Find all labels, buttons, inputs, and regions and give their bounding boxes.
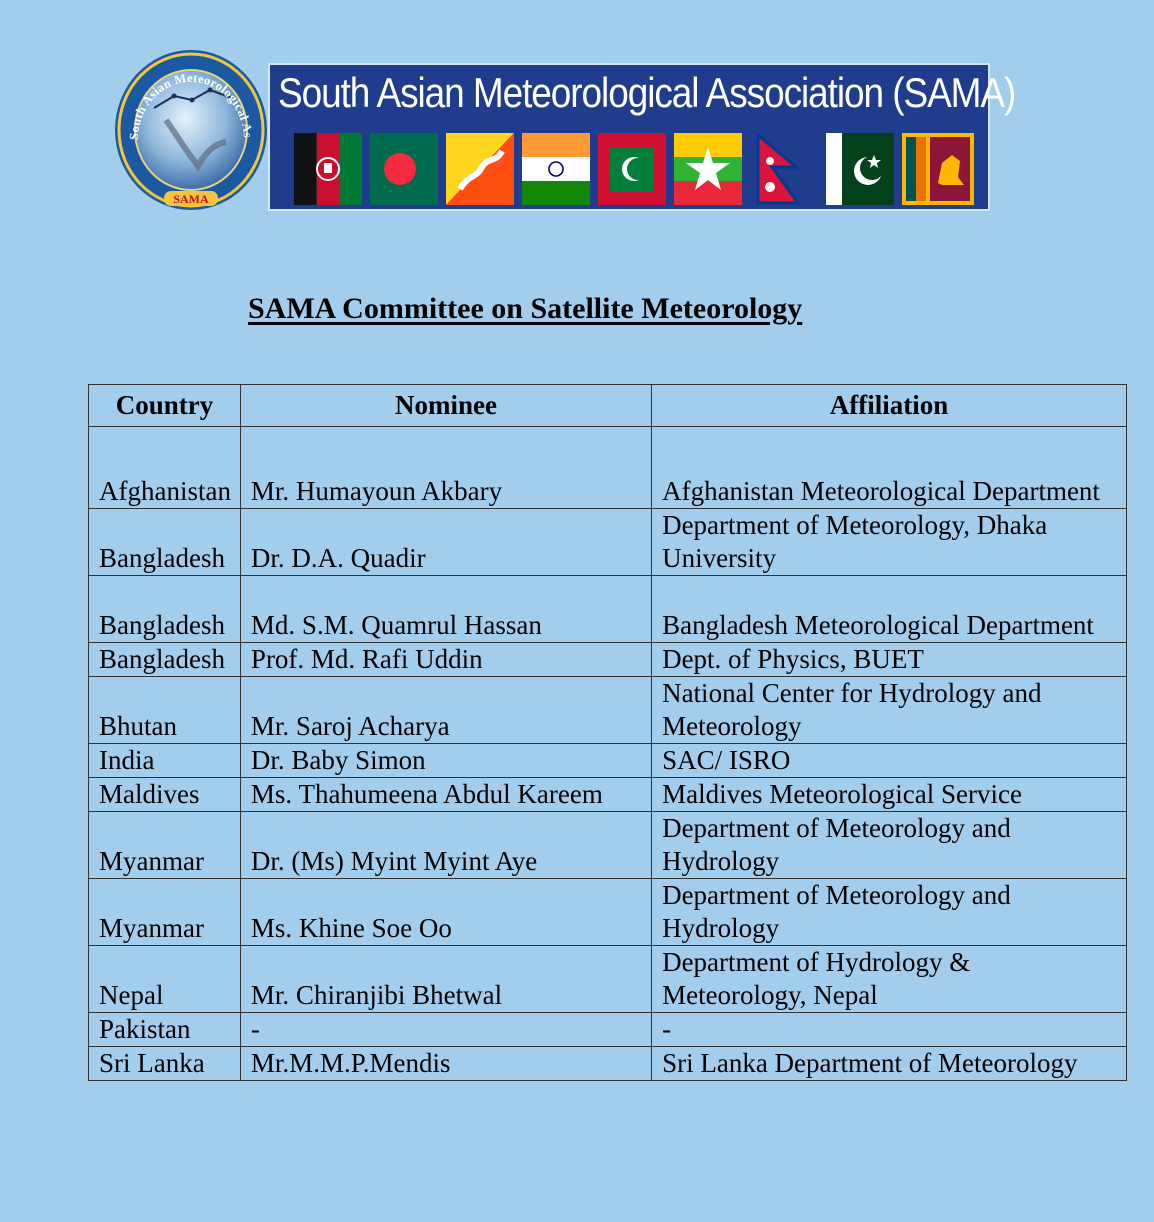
banner-title: South Asian Meteorological Association (SAMA) (278, 69, 1016, 116)
nominee-cell: Ms. Thahumeena Abdul Kareem (240, 778, 651, 812)
nominee-cell: Md. S.M. Quamrul Hassan (240, 576, 651, 643)
india-flag (522, 133, 590, 205)
table-row (89, 778, 1127, 812)
table-row (89, 677, 1127, 744)
affiliation-cell: SAC/ ISRO (652, 744, 1127, 778)
table-row (89, 812, 1127, 879)
maldives-flag (598, 133, 666, 205)
table-row (89, 509, 1127, 576)
affiliation-cell: Bangladesh Meteorological Department (652, 576, 1127, 643)
country-cell: Nepal (89, 946, 241, 1013)
country-cell: Bhutan (89, 677, 241, 744)
affiliation-cell: Department of Meteorology and Hydrology (652, 812, 1127, 879)
affiliation-cell: Department of Meteorology and Hydrology (652, 879, 1127, 946)
affiliation-cell: Afghanistan Meteorological Department (652, 427, 1127, 509)
nominee-cell: - (240, 1013, 651, 1047)
bangladesh-flag (370, 133, 438, 205)
country-cell: Maldives (89, 778, 241, 812)
table-row (89, 879, 1127, 946)
table-row (89, 576, 1127, 643)
document-title: SAMA Committee on Satellite Meteorology (248, 292, 803, 325)
nepal-flag (750, 133, 818, 205)
affiliation-cell: - (652, 1013, 1127, 1047)
nominee-cell: Ms. Khine Soe Oo (240, 879, 651, 946)
country-cell: Myanmar (89, 879, 241, 946)
nominee-cell: Mr. Saroj Acharya (240, 677, 651, 744)
emblem-badge-text: SAMA (173, 192, 209, 206)
column-header-affiliation: Affiliation (652, 385, 1127, 427)
country-cell: Bangladesh (89, 643, 241, 677)
afghanistan-flag (294, 133, 362, 205)
header-banner (268, 63, 1016, 211)
affiliation-cell: Maldives Meteorological Service (652, 778, 1127, 812)
affiliation-cell: National Center for Hydrology and Meteorology (652, 677, 1127, 744)
emblem-ring-text: South Asian Meteorological As (126, 70, 256, 141)
nominee-cell: Mr. Chiranjibi Bhetwal (240, 946, 651, 1013)
pakistan-flag (826, 133, 894, 205)
country-cell: India (89, 744, 241, 778)
affiliation-cell: Dept. of Physics, BUET (652, 643, 1127, 677)
table-row (89, 643, 1127, 677)
sri-lanka-flag (902, 133, 970, 205)
table-header-row (89, 385, 1127, 427)
table-row (89, 946, 1127, 1013)
table-row (89, 1013, 1127, 1047)
nominee-cell: Dr. D.A. Quadir (240, 509, 651, 576)
country-cell: Bangladesh (89, 509, 241, 576)
column-header-nominee: Nominee (240, 385, 651, 427)
committee-table (88, 384, 1127, 1081)
table-row (89, 744, 1127, 778)
nominee-cell: Mr. Humayoun Akbary (240, 427, 651, 509)
country-cell: Myanmar (89, 812, 241, 879)
nominee-cell: Dr. Baby Simon (240, 744, 651, 778)
affiliation-cell: Department of Meteorology, Dhaka University (652, 509, 1127, 576)
myanmar-flag (674, 133, 742, 205)
table-row (89, 1047, 1127, 1081)
country-cell: Sri Lanka (89, 1047, 241, 1081)
country-cell: Pakistan (89, 1013, 241, 1047)
bhutan-flag (446, 133, 514, 205)
sama-emblem-logo (114, 48, 268, 212)
column-header-country: Country (89, 385, 241, 427)
country-cell: Bangladesh (89, 576, 241, 643)
country-cell: Afghanistan (89, 427, 241, 509)
affiliation-cell: Sri Lanka Department of Meteorology (652, 1047, 1127, 1081)
nominee-cell: Prof. Md. Rafi Uddin (240, 643, 651, 677)
affiliation-cell: Department of Hydrology & Meteorology, Nepal (652, 946, 1127, 1013)
nominee-cell: Dr. (Ms) Myint Myint Aye (240, 812, 651, 879)
nominee-cell: Mr.M.M.P.Mendis (240, 1047, 651, 1081)
member-flags (294, 133, 974, 205)
table-row (89, 427, 1127, 509)
